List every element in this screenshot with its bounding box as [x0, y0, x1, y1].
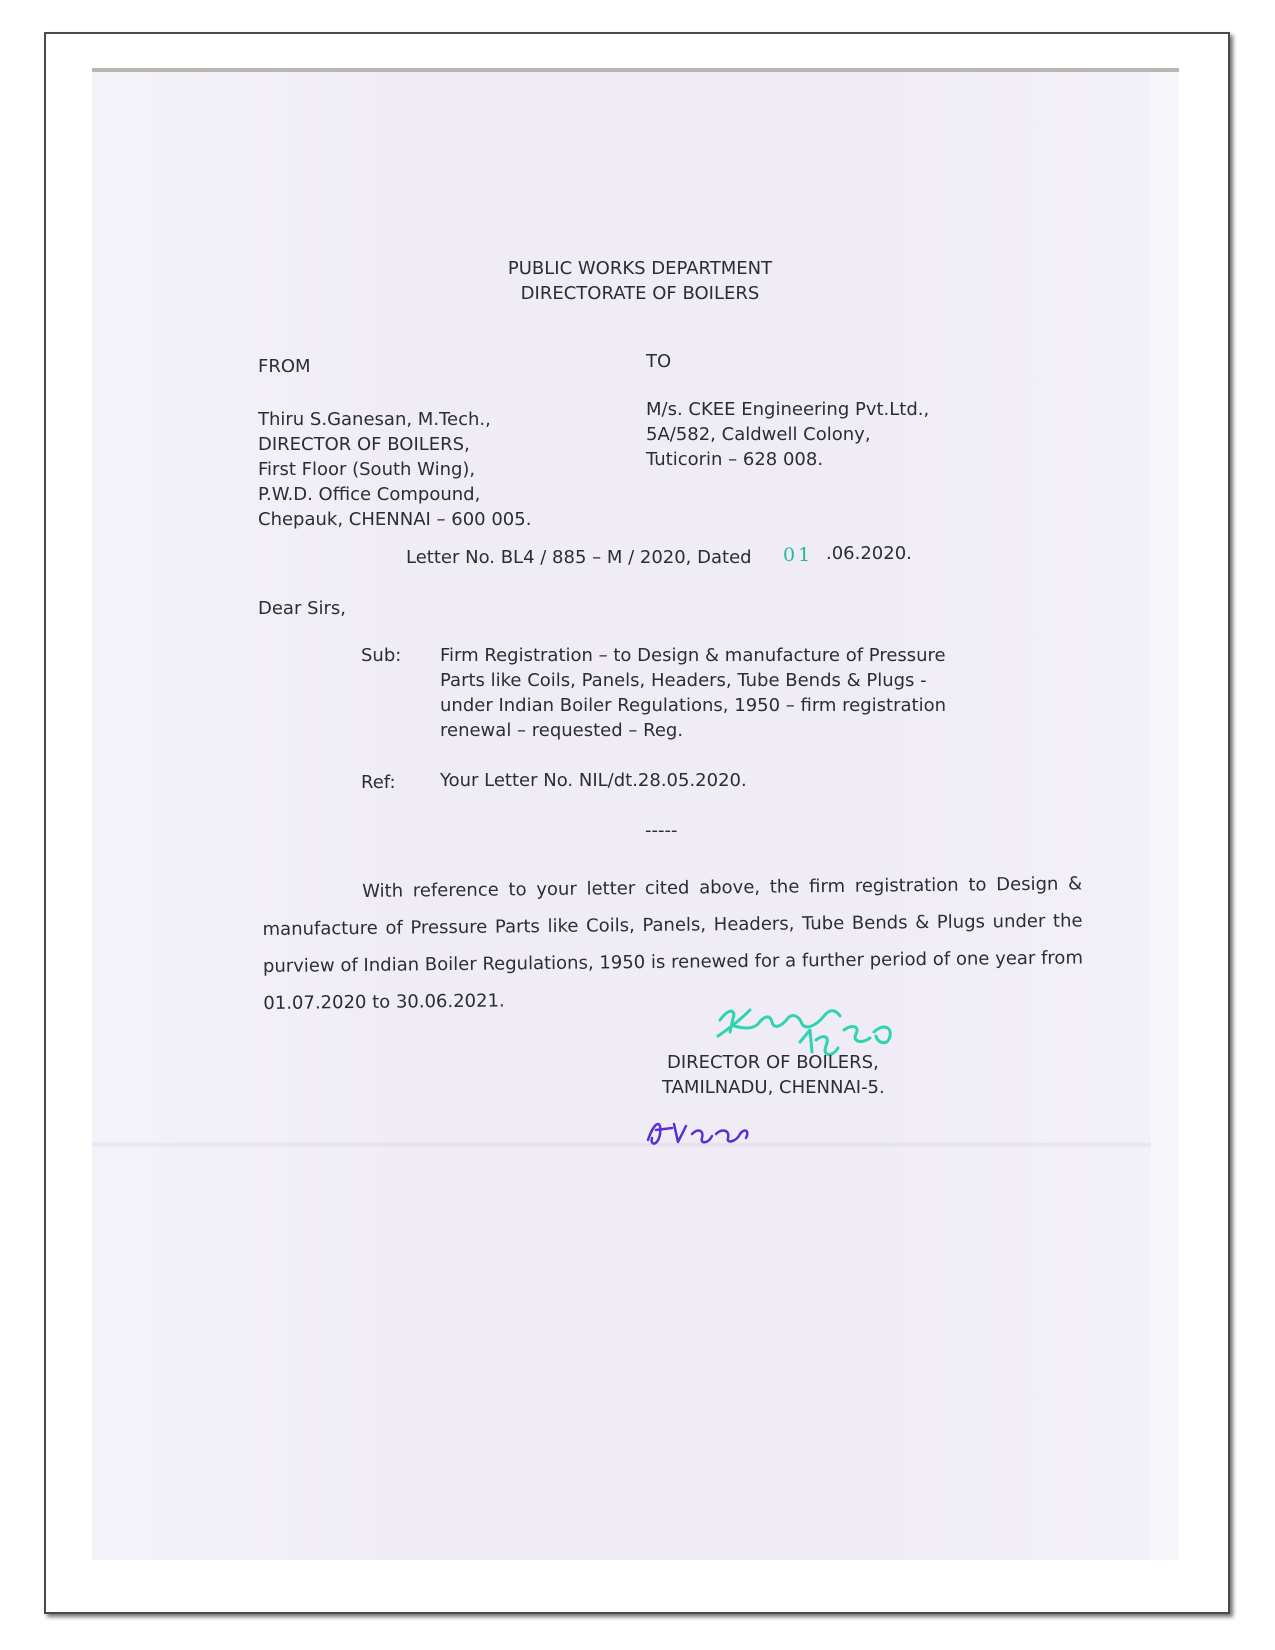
- signatory-title: DIRECTOR OF BOILERS,: [667, 1052, 879, 1073]
- initials-mark: [642, 1112, 757, 1152]
- from-line: Chepauk, CHENNAI – 600 005.: [258, 509, 532, 530]
- from-line: First Floor (South Wing),: [258, 459, 476, 480]
- letter-date-suffix: .06.2020.: [826, 543, 912, 564]
- separator: -----: [645, 820, 678, 841]
- directorate-heading: DIRECTORATE OF BOILERS: [520, 283, 760, 304]
- subject-line: Parts like Coils, Panels, Headers, Tube Bends & Plugs -: [440, 670, 927, 691]
- handwritten-day: 01: [783, 544, 814, 566]
- body-paragraph: With reference to your letter cited above, the firm registration to Design & manufacture of Pressure Parts like Coils, Panels, Headers, Tube Bends & Plugs under the purview of Indian Boiler Regulations, 1950 is renewed for a further period of one year from 01.07.2020 to 30.06.2021.: [262, 873, 1084, 1014]
- subject-line: Firm Registration – to Design & manufacture of Pressure: [440, 645, 946, 666]
- to-label: TO: [646, 351, 672, 372]
- reference-label: Ref:: [361, 772, 396, 793]
- reference-text: Your Letter No. NIL/dt.28.05.2020.: [440, 770, 747, 791]
- subject-line: under Indian Boiler Regulations, 1950 – firm registration: [440, 695, 947, 716]
- department-heading: PUBLIC WORKS DEPARTMENT: [507, 258, 773, 279]
- to-line: M/s. CKEE Engineering Pvt.Ltd.,: [646, 399, 930, 420]
- to-line: Tuticorin – 628 008.: [646, 449, 824, 470]
- from-line: Thiru S.Ganesan, M.Tech.,: [258, 409, 491, 430]
- from-line: DIRECTOR OF BOILERS,: [258, 434, 470, 455]
- to-line: 5A/582, Caldwell Colony,: [646, 424, 871, 445]
- salutation: Dear Sirs,: [258, 598, 347, 619]
- subject-label: Sub:: [361, 645, 402, 666]
- signatory-location: TAMILNADU, CHENNAI-5.: [662, 1077, 885, 1098]
- from-label: FROM: [258, 356, 311, 377]
- subject-line: renewal – requested – Reg.: [440, 720, 684, 741]
- paper-edge: [1151, 72, 1179, 1560]
- from-line: P.W.D. Office Compound,: [258, 484, 481, 505]
- letter-number: Letter No. BL4 / 885 – M / 2020, Dated: [406, 547, 752, 568]
